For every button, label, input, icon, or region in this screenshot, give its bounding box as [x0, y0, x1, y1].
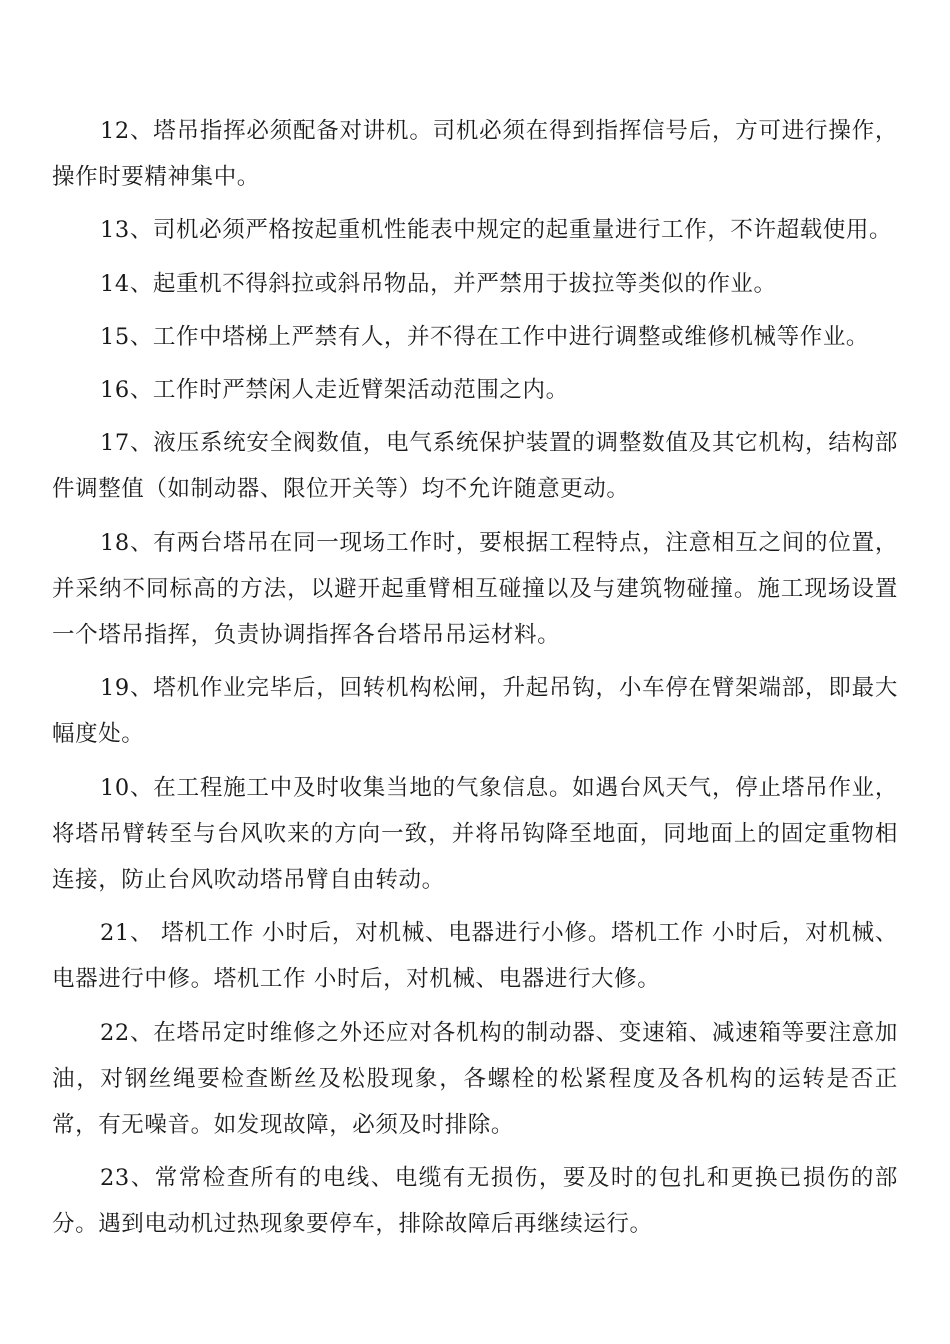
paragraph-item-10: 10、在工程施工中及时收集当地的气象信息。如遇台风天气，停止塔吊作业，将塔吊臂转至与台风吹来的方向一致，并将吊钩降至地面，同地面上的固定重物相连接，防止台风吹动塔吊臂自由转动。	[52, 774, 898, 894]
paragraph-item-14: 14、起重机不得斜拉或斜吊物品，并严禁用于拔拉等类似的作业。	[100, 270, 777, 297]
paragraph-item-18: 18、有两台塔吊在同一现场工作时，要根据工程特点，注意相互之间的位置，并采纳不同标高的方法，以避开起重臂相互碰撞以及与建筑物碰撞。施工现场设置一个塔吊指挥，负责协调指挥各台塔吊吊运材料。	[52, 529, 898, 649]
paragraph-item-23: 23、常常检查所有的电线、电缆有无损伤，要及时的包扎和更换已损伤的部分。遇到电动机过热现象要停车，排除故障后再继续运行。	[52, 1165, 898, 1238]
paragraph-item-17: 17、液压系统安全阀数值，电气系统保护装置的调整数值及其它机构，结构部件调整值（如制动器、限位开关等）均不允许随意更动。	[52, 430, 898, 503]
paragraph-item-15: 15、工作中塔梯上严禁有人，并不得在工作中进行调整或维修机械等作业。	[100, 323, 870, 350]
paragraph-item-16: 16、工作时严禁闲人走近臂架活动范围之内。	[100, 377, 569, 404]
paragraph-item-22: 22、在塔吊定时维修之外还应对各机构的制动器、变速箱、减速箱等要注意加油，对钢丝绳要检查断丝及松股现象，各螺栓的松紧程度及各机构的运转是否正常，有无噪音。如发现故障，必须及时排除。	[52, 1019, 898, 1139]
paragraph-item-21: 21、 塔机工作 小时后，对机械、电器进行小修。塔机工作 小时后，对机械、电器进行中修。塔机工作 小时后，对机械、电器进行大修。	[52, 920, 898, 993]
paragraph-item-19: 19、塔机作业完毕后，回转机构松闸，升起吊钩，小车停在臂架端部，即最大幅度处。	[52, 675, 898, 748]
paragraph-item-12: 12、塔吊指挥必须配备对讲机。司机必须在得到指挥信号后，方可进行操作，操作时要精神集中。	[52, 118, 898, 191]
paragraph-item-13: 13、司机必须严格按起重机性能表中规定的起重量进行工作，不许超载使用。	[100, 217, 893, 244]
document-body	[52, 108, 898, 1255]
